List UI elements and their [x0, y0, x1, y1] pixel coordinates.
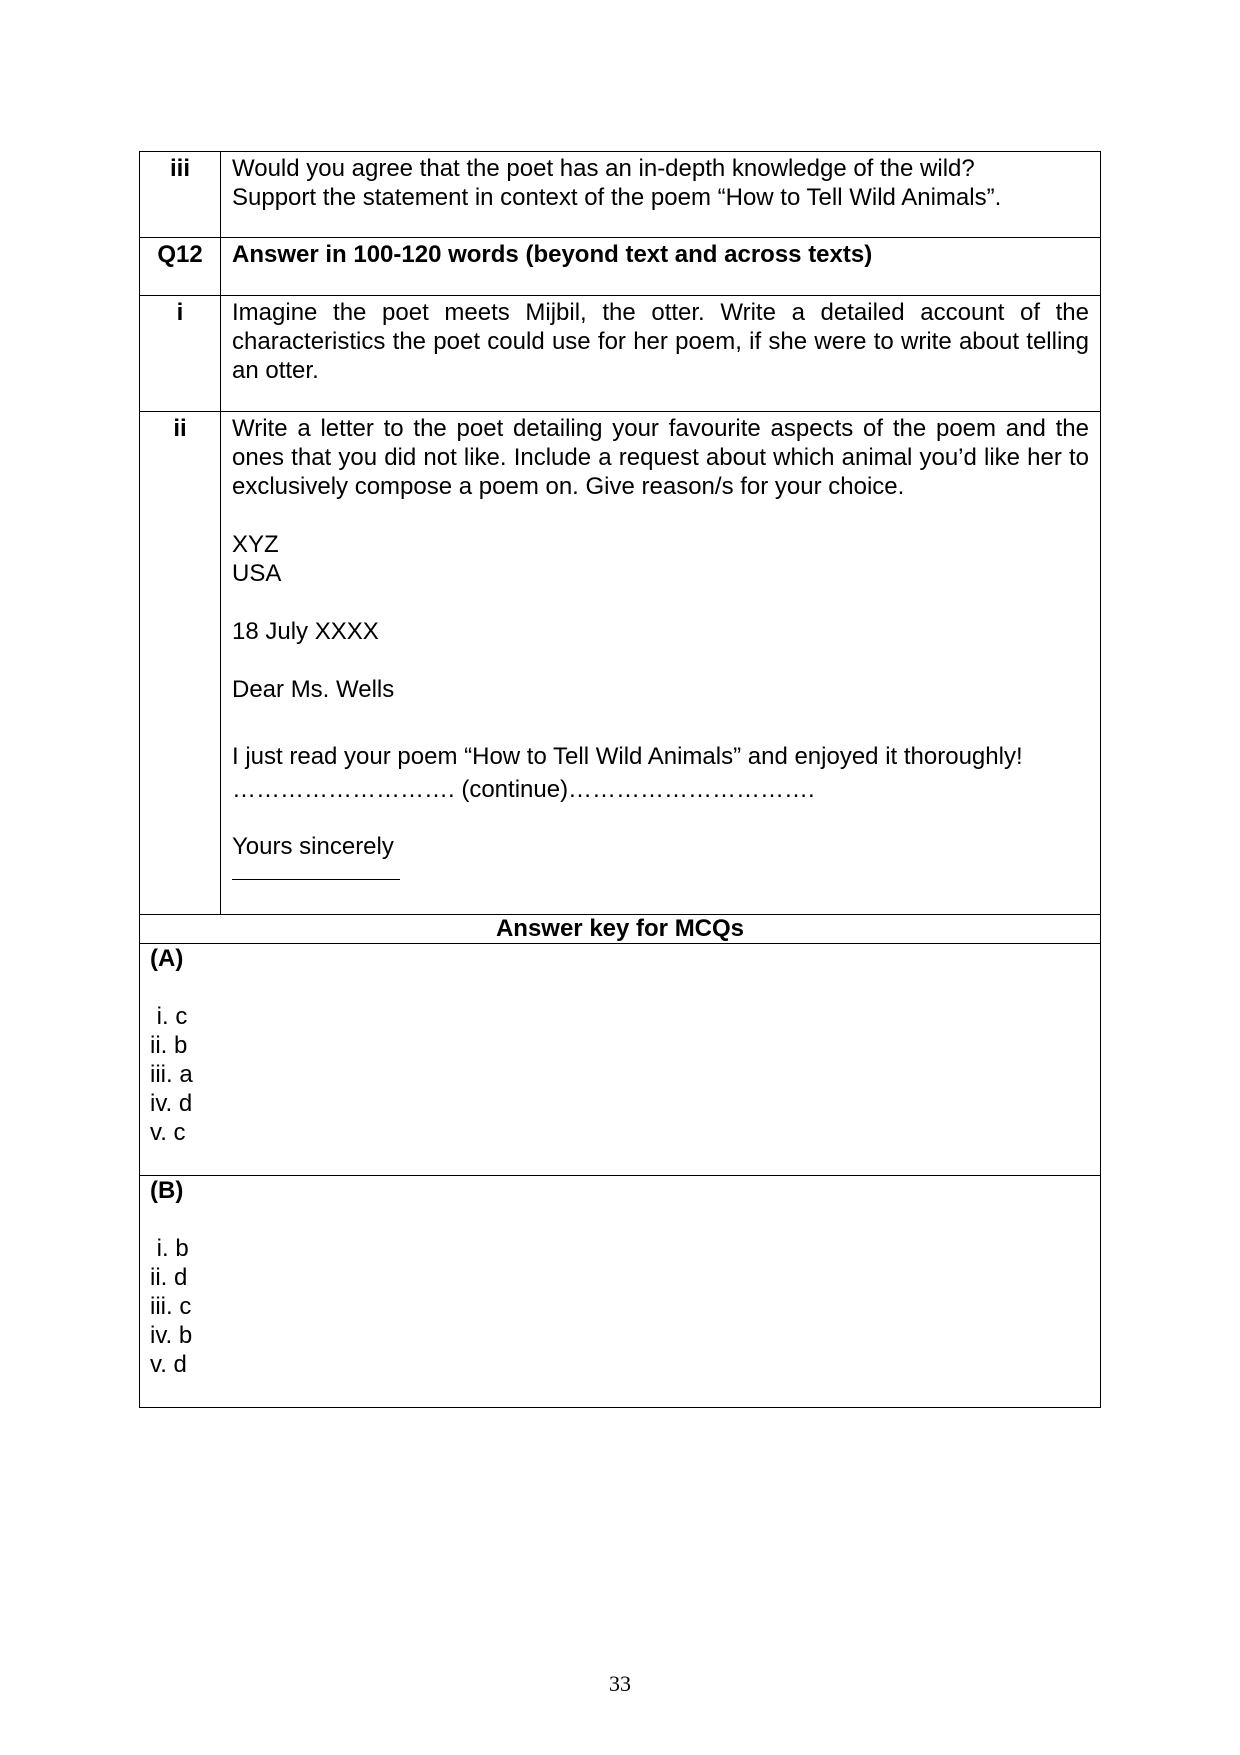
question-number: i — [140, 296, 221, 412]
question-line: Support the statement in context of the poem “How to Tell Wild Animals”. — [232, 184, 1002, 211]
table-row — [140, 412, 1101, 915]
list-item: ii. d — [150, 1264, 188, 1291]
answer-key-title: Answer key for MCQs — [140, 915, 1101, 944]
section-label: (B) — [150, 1177, 184, 1204]
section-heading: Answer in 100-120 words (beyond text and across texts) — [221, 238, 1101, 296]
question-prompt: Write a letter to the poet detailing your favourite aspects of the poem and the ones that you did not like. Include a request about which animal you’d like her to exclusively compose a poem on. Give reason/s for your choice. — [232, 415, 1089, 500]
answer-list — [150, 1002, 1090, 1147]
letter-date: 18 July XXXX — [232, 618, 379, 645]
page-number: 33 — [609, 1671, 631, 1696]
signature-line — [232, 865, 400, 880]
list-item: iii. a — [150, 1061, 193, 1088]
list-item: v. d — [150, 1351, 187, 1378]
list-item: i. b — [150, 1235, 189, 1262]
question-text — [221, 412, 1101, 915]
table-row — [140, 152, 1101, 238]
letter-continue: ………………………. (continue)…………………………. — [232, 776, 815, 803]
letter-opening: I just read your poem “How to Tell Wild Animals” and enjoyed it thoroughly! — [232, 743, 1023, 770]
letter-closing: Yours sincerely — [232, 833, 394, 860]
table-row — [140, 944, 1101, 1176]
question-table — [139, 151, 1101, 1408]
question-number: iii — [140, 152, 221, 238]
table-row — [140, 915, 1101, 944]
question-number: ii — [140, 412, 221, 915]
list-item: ii. b — [150, 1032, 188, 1059]
letter-sender-name: XYZ — [232, 531, 279, 558]
answer-key-section-a — [140, 944, 1101, 1176]
table-row — [140, 1176, 1101, 1408]
question-line: Would you agree that the poet has an in-depth knowledge of the wild? — [232, 155, 975, 182]
list-item: v. c — [150, 1119, 186, 1146]
list-item: iv. d — [150, 1090, 193, 1117]
table-row — [140, 296, 1101, 412]
section-label: (A) — [150, 945, 184, 972]
table-row — [140, 238, 1101, 296]
question-text: Imagine the poet meets Mijbil, the otter. Write a detailed account of the characteristics the poet could use for her poem, if she were to write about telling an otter. — [221, 296, 1101, 412]
answer-list — [150, 1234, 1090, 1379]
letter-salutation: Dear Ms. Wells — [232, 676, 395, 703]
letter-sender-country: USA — [232, 560, 282, 587]
list-item: iv. b — [150, 1322, 193, 1349]
list-item: i. c — [150, 1003, 188, 1030]
list-item: iii. c — [150, 1293, 192, 1320]
answer-key-section-b — [140, 1176, 1101, 1408]
question-text — [221, 152, 1101, 238]
question-number: Q12 — [140, 238, 221, 296]
